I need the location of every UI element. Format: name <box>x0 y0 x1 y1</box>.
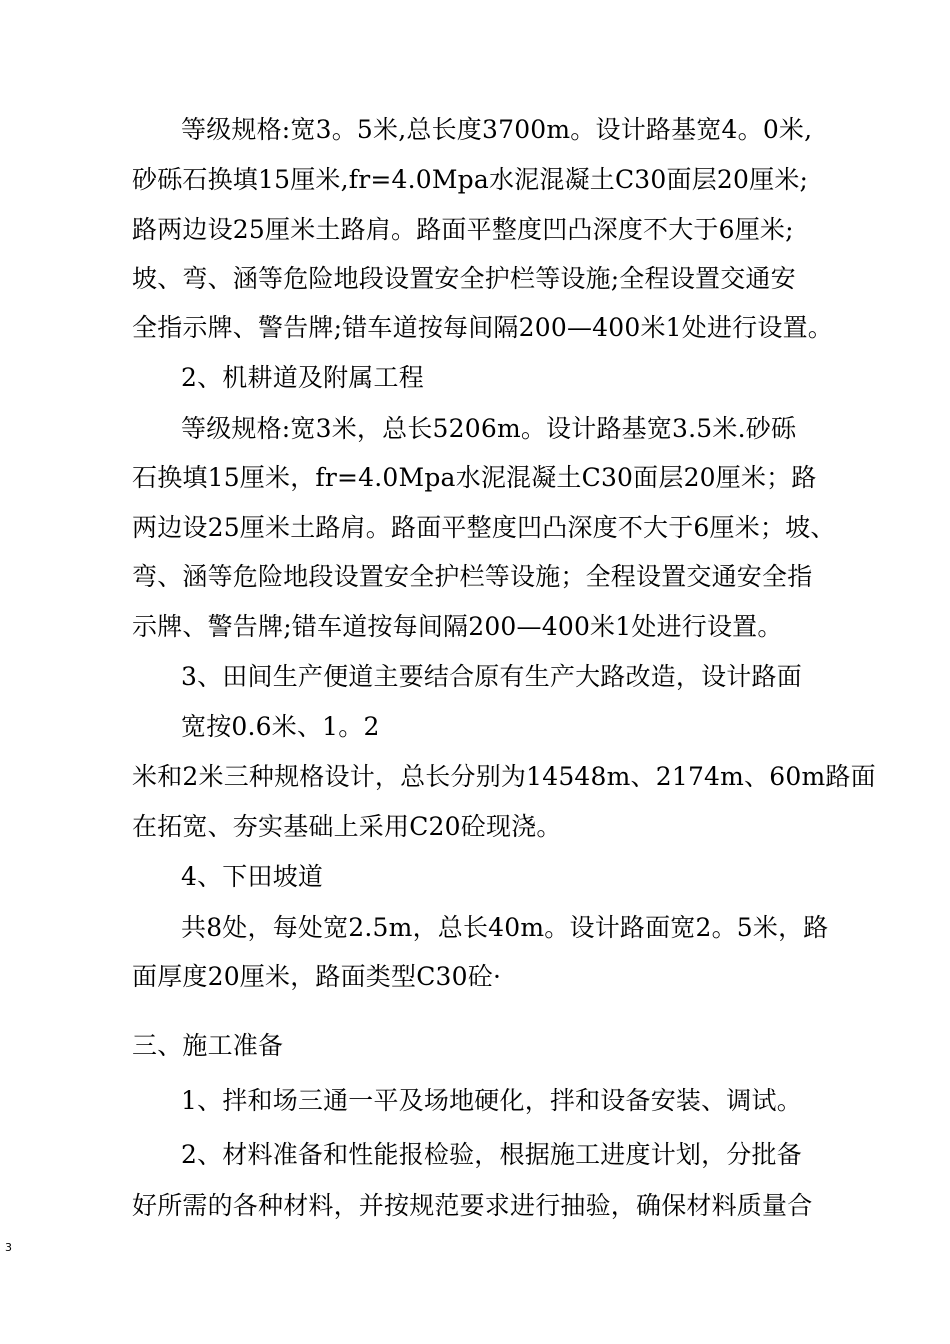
text-line: 米和2米三种规格设计，总长分别为14548m、2174m、60m路面 <box>132 762 876 791</box>
page-number: 3 <box>5 1241 12 1254</box>
text-line: 等级规格:宽3。5米,总长度3700m。设计路基宽4。0米, <box>181 115 813 144</box>
chapter-heading: 三、施工准备 <box>132 1031 284 1060</box>
text-line: 石换填15厘米，fr=4.0Mpa水泥混凝土C30面层20厘米；路 <box>132 463 817 492</box>
text-line: 路两边设25厘米土路肩。路面平整度凹凸深度不大于6厘米; <box>132 215 794 244</box>
text-line: 坡、弯、涵等危险地段设置安全护栏等设施;全程设置交通安 <box>132 264 796 293</box>
text-line: 2、材料准备和性能报检验，根据施工进度计划，分批备 <box>181 1140 802 1169</box>
text-line: 示牌、警告牌;错车道按每间隔200—400米1处进行设置。 <box>132 612 783 641</box>
text-line: 砂砾石换填15厘米,fr=4.0Mpa水泥混凝土C30面层20厘米; <box>132 165 809 194</box>
text-line: 好所需的各种材料，并按规范要求进行抽验，确保材料质量合 <box>132 1191 813 1220</box>
text-line: 共8处，每处宽2.5m，总长40m。设计路面宽2。5米，路 <box>181 913 829 942</box>
text-line: 宽按0.6米、1。2 <box>181 712 380 741</box>
text-line: 等级规格:宽3米，总长5206m。设计路基宽3.5米.砂砾 <box>181 414 797 443</box>
section-heading: 2、机耕道及附属工程 <box>181 363 424 392</box>
text-line: 弯、涵等危险地段设置安全护栏等设施；全程设置交通安全指 <box>132 562 813 591</box>
text-line: 面厚度20厘米，路面类型C30砼· <box>132 962 502 991</box>
text-line: 在拓宽、夯实基础上采用C20砼现浇。 <box>132 812 562 841</box>
section-heading: 4、下田坡道 <box>181 862 324 891</box>
text-line: 全指示牌、警告牌;错车道按每间隔200—400米1处进行设置。 <box>132 313 833 342</box>
text-line: 1、拌和场三通一平及场地硬化，拌和设备安装、调试。 <box>181 1086 802 1115</box>
text-line: 3、田间生产便道主要结合原有生产大路改造，设计路面 <box>181 662 802 691</box>
text-line: 两边设25厘米土路肩。路面平整度凹凸深度不大于6厘米；坡、 <box>132 513 836 542</box>
